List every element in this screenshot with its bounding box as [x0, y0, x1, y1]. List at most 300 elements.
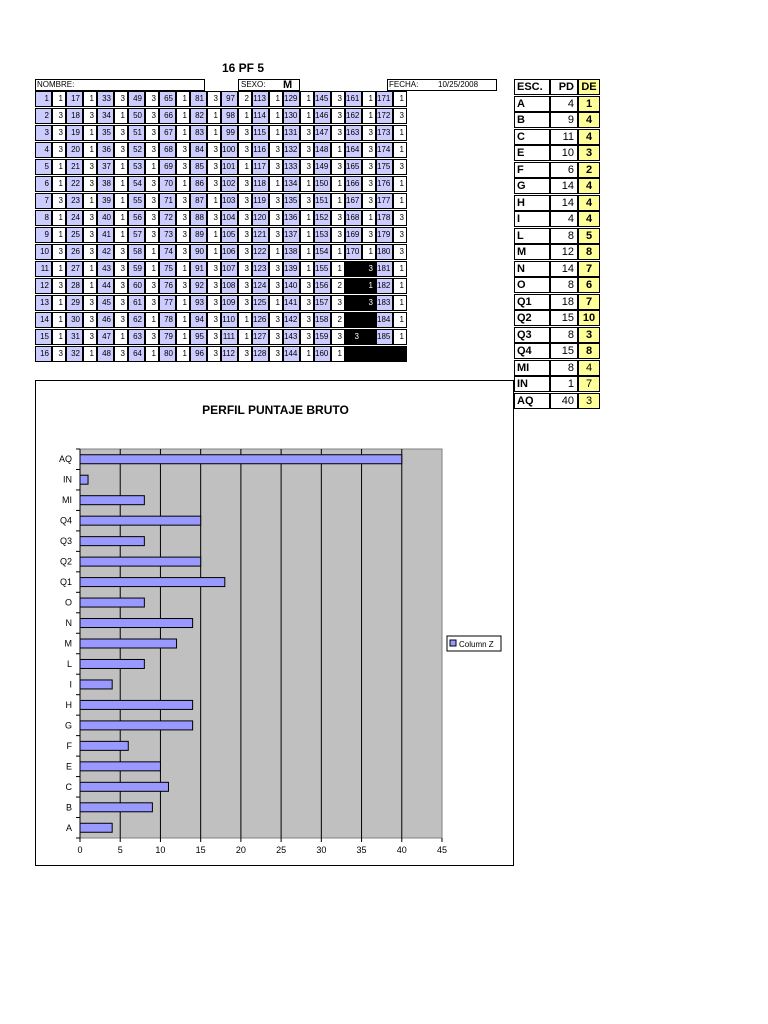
item-answer[interactable]: 2	[331, 278, 345, 294]
sexo-field[interactable]	[238, 79, 300, 91]
item-answer[interactable]: 1	[52, 329, 66, 345]
item-answer[interactable]: 3	[269, 278, 283, 294]
item-answer[interactable]: 1	[145, 312, 159, 328]
item-answer[interactable]: 1	[83, 261, 97, 277]
item-answer[interactable]: 3	[269, 227, 283, 243]
item-number: 112	[221, 346, 238, 362]
item-number: 108	[221, 278, 238, 294]
item-answer[interactable]: 3	[83, 108, 97, 124]
item-number: 153	[314, 227, 331, 243]
item-answer[interactable]: 3	[331, 295, 345, 311]
item-answer[interactable]: 3	[145, 125, 159, 141]
nombre-label: NOMBRE:	[37, 80, 75, 89]
item-number: 127	[252, 329, 269, 345]
item-answer[interactable]: 3	[52, 193, 66, 209]
item-answer[interactable]: 3	[145, 176, 159, 192]
bar	[80, 659, 144, 668]
item-answer[interactable]: 1	[393, 193, 407, 209]
item-answer[interactable]: 3	[83, 312, 97, 328]
item-answer[interactable]: 3	[207, 295, 221, 311]
item-answer[interactable]: 3	[145, 210, 159, 226]
item-answer[interactable]: 3	[238, 227, 252, 243]
item-answer[interactable]: 3	[269, 142, 283, 158]
bar	[80, 598, 144, 607]
item-number: 140	[283, 278, 300, 294]
item-answer[interactable]: 1	[331, 346, 345, 362]
item-answer[interactable]: 3	[52, 346, 66, 362]
item-number: 54	[128, 176, 145, 192]
scale-de: 4	[578, 195, 600, 211]
item-answer[interactable]: 3	[52, 142, 66, 158]
item-number: 148	[314, 142, 331, 158]
scale-de: 1	[578, 96, 600, 112]
item-answer[interactable]: 3	[269, 312, 283, 328]
item-answer[interactable]: 1	[52, 210, 66, 226]
item-number: 79	[159, 329, 176, 345]
item-answer[interactable]: 3	[362, 159, 376, 175]
item-answer[interactable]: 3	[238, 278, 252, 294]
item-answer[interactable]	[362, 346, 376, 362]
item-answer[interactable]: 3	[362, 125, 376, 141]
x-tick-label: 15	[195, 845, 206, 855]
item-answer[interactable]: 1	[145, 261, 159, 277]
item-answer[interactable]: 1	[176, 312, 190, 328]
item-answer[interactable]: 3	[269, 210, 283, 226]
item-number: 179	[376, 227, 393, 243]
item-answer[interactable]: 3	[207, 210, 221, 226]
item-answer[interactable]: 3	[331, 329, 345, 345]
item-answer[interactable]: 1	[114, 193, 128, 209]
item-answer[interactable]: 3	[114, 91, 128, 107]
item-answer[interactable]: 1	[176, 261, 190, 277]
item-number: 124	[252, 278, 269, 294]
item-answer[interactable]: 1	[393, 142, 407, 158]
item-answer[interactable]: 3	[331, 125, 345, 141]
item-answer[interactable]: 1	[269, 91, 283, 107]
item-answer[interactable]: 3	[83, 295, 97, 311]
item-answer[interactable]: 3	[176, 244, 190, 260]
item-answer[interactable]: 1	[393, 261, 407, 277]
item-answer[interactable]: 3	[238, 142, 252, 158]
item-answer[interactable]: 1	[238, 108, 252, 124]
y-tick-label: IN	[63, 474, 72, 485]
item-number: 84	[190, 142, 207, 158]
item-number: 106	[221, 244, 238, 260]
item-answer[interactable]: 1	[300, 346, 314, 362]
item-answer[interactable]: 3	[114, 278, 128, 294]
item-answer[interactable]: 3	[331, 91, 345, 107]
item-answer[interactable]: 1	[393, 295, 407, 311]
item-answer[interactable]: 3	[269, 346, 283, 362]
scale-label: F	[514, 162, 550, 178]
item-answer[interactable]: 1	[300, 210, 314, 226]
item-answer[interactable]: 1	[207, 227, 221, 243]
item-number: 174	[376, 142, 393, 158]
item-answer[interactable]: 3	[176, 227, 190, 243]
scale-pd: 6	[550, 162, 578, 178]
item-answer[interactable]: 1	[52, 312, 66, 328]
item-answer[interactable]: 3	[331, 210, 345, 226]
item-answer[interactable]: 1	[145, 159, 159, 175]
bar	[80, 762, 160, 771]
y-tick-label: L	[66, 658, 72, 669]
item-number: 45	[97, 295, 114, 311]
item-answer[interactable]: 3	[393, 210, 407, 226]
item-answer[interactable]: 3	[331, 159, 345, 175]
item-answer[interactable]: 1	[362, 244, 376, 260]
scale-label: O	[514, 277, 550, 293]
item-number: 35	[97, 125, 114, 141]
item-answer[interactable]: 3	[176, 193, 190, 209]
item-answer[interactable]: 1	[83, 142, 97, 158]
item-answer[interactable]: 3	[176, 278, 190, 294]
item-answer[interactable]: 1	[176, 91, 190, 107]
item-number: 20	[66, 142, 83, 158]
item-answer[interactable]: 3	[145, 142, 159, 158]
bar	[80, 455, 402, 464]
item-answer[interactable]: 1	[300, 108, 314, 124]
item-answer[interactable]: 3	[114, 312, 128, 328]
item-number: 47	[97, 329, 114, 345]
item-answer[interactable]: 3	[83, 159, 97, 175]
item-answer[interactable]: 3	[114, 142, 128, 158]
item-answer[interactable]: 3	[207, 261, 221, 277]
bar	[80, 537, 144, 546]
item-answer[interactable]: 1	[362, 108, 376, 124]
scale-pd: 4	[550, 211, 578, 227]
item-number: 158	[314, 312, 331, 328]
item-answer[interactable]: 3	[300, 278, 314, 294]
item-answer[interactable]: 3	[207, 176, 221, 192]
item-answer[interactable]: 3	[207, 312, 221, 328]
item-number: 156	[314, 278, 331, 294]
item-answer[interactable]: 3	[114, 261, 128, 277]
item-answer[interactable]: 1	[300, 227, 314, 243]
item-answer[interactable]: 1	[393, 329, 407, 345]
item-number: 13	[35, 295, 52, 311]
item-answer[interactable]: 3	[145, 295, 159, 311]
item-number: 125	[252, 295, 269, 311]
scale-pd: 11	[550, 129, 578, 145]
scale-de: 7	[578, 376, 600, 392]
item-number: 181	[376, 261, 393, 277]
item-number: 171	[376, 91, 393, 107]
item-number: 87	[190, 193, 207, 209]
item-answer[interactable]: 3	[300, 312, 314, 328]
item-answer[interactable]	[362, 312, 376, 328]
item-answer[interactable]: 1	[393, 278, 407, 294]
item-answer[interactable]: 1	[176, 108, 190, 124]
scores-header-cell: ESC.	[514, 79, 550, 95]
item-number: 172	[376, 108, 393, 124]
item-answer[interactable]: 1	[393, 176, 407, 192]
item-answer[interactable]: 1	[207, 244, 221, 260]
item-number: 161	[345, 91, 362, 107]
scale-pd: 15	[550, 310, 578, 326]
item-answer[interactable]: 1	[269, 244, 283, 260]
item-answer[interactable]: 1	[176, 176, 190, 192]
item-number: 51	[128, 125, 145, 141]
item-answer[interactable]: 3	[331, 108, 345, 124]
item-answer[interactable]: 3	[207, 346, 221, 362]
scale-label: N	[514, 261, 550, 277]
item-answer[interactable]	[362, 329, 376, 345]
item-answer[interactable]: 3	[207, 159, 221, 175]
item-answer[interactable]: 3	[393, 159, 407, 175]
item-answer[interactable]: 3	[145, 329, 159, 345]
sexo-label: SEXO:	[241, 80, 266, 89]
item-answer[interactable]: 1	[114, 227, 128, 243]
scale-label: B	[514, 112, 550, 128]
item-answer[interactable]: 1	[145, 346, 159, 362]
item-answer[interactable]: 1	[52, 227, 66, 243]
item-number: 131	[283, 125, 300, 141]
scale-pd: 9	[550, 112, 578, 128]
y-tick-label: E	[65, 761, 72, 772]
item-answer[interactable]: 1	[269, 295, 283, 311]
item-answer[interactable]: 3	[238, 210, 252, 226]
item-number: 85	[190, 159, 207, 175]
item-number: 134	[283, 176, 300, 192]
item-number	[345, 312, 362, 328]
item-answer[interactable]: 3	[145, 108, 159, 124]
fecha-value[interactable]: 10/25/2008	[438, 80, 479, 89]
item-answer[interactable]: 3	[393, 108, 407, 124]
item-answer[interactable]: 1	[331, 261, 345, 277]
item-answer[interactable]	[393, 346, 407, 362]
item-answer[interactable]: 1	[83, 193, 97, 209]
item-answer[interactable]: 3	[83, 176, 97, 192]
item-answer[interactable]: 3	[238, 346, 252, 362]
item-answer[interactable]: 1	[300, 261, 314, 277]
item-number: 49	[128, 91, 145, 107]
item-answer[interactable]: 1	[269, 176, 283, 192]
item-answer[interactable]: 1	[393, 312, 407, 328]
item-answer[interactable]: 1	[83, 278, 97, 294]
item-answer[interactable]: 3	[300, 193, 314, 209]
item-answer[interactable]: 3	[331, 227, 345, 243]
item-answer[interactable]: 3	[52, 278, 66, 294]
item-answer[interactable]: 1	[83, 125, 97, 141]
y-tick-label: Q3	[59, 536, 72, 547]
item-answer[interactable]: 3	[145, 193, 159, 209]
item-answer[interactable]: 3	[207, 278, 221, 294]
item-answer[interactable]: 3	[52, 108, 66, 124]
item-answer[interactable]: 3	[269, 159, 283, 175]
item-answer[interactable]: 3	[362, 227, 376, 243]
scale-de: 4	[578, 360, 600, 376]
item-answer[interactable]: 1	[331, 193, 345, 209]
item-answer[interactable]: 1	[362, 210, 376, 226]
item-number: 178	[376, 210, 393, 226]
item-answer[interactable]: 3	[300, 329, 314, 345]
scale-de: 8	[578, 244, 600, 260]
item-answer[interactable]: 1	[300, 244, 314, 260]
scale-pd: 8	[550, 228, 578, 244]
item-number: 105	[221, 227, 238, 243]
item-answer[interactable]: 3	[114, 295, 128, 311]
sexo-value[interactable]: M	[283, 79, 293, 91]
item-answer[interactable]: 1	[331, 142, 345, 158]
scale-de: 4	[578, 112, 600, 128]
item-answer[interactable]: 3	[145, 278, 159, 294]
item-answer[interactable]: 1	[52, 261, 66, 277]
scale-label: G	[514, 178, 550, 194]
item-answer[interactable]: 1	[176, 346, 190, 362]
item-answer[interactable]: 3	[83, 210, 97, 226]
item-answer[interactable]: 3	[207, 329, 221, 345]
item-answer[interactable]: 1	[114, 210, 128, 226]
item-answer[interactable]: 3	[176, 210, 190, 226]
chart-svg	[36, 381, 513, 865]
item-number: 90	[190, 244, 207, 260]
item-number: 24	[66, 210, 83, 226]
item-answer[interactable]: 1	[331, 244, 345, 260]
y-tick-label: N	[65, 618, 72, 629]
item-answer[interactable]: 1	[52, 295, 66, 311]
item-answer[interactable]: 3	[114, 244, 128, 260]
item-answer[interactable]: 3	[238, 125, 252, 141]
item-answer[interactable]: 3	[238, 193, 252, 209]
item-answer[interactable]: 3	[300, 295, 314, 311]
item-number: 144	[283, 346, 300, 362]
item-number: 63	[128, 329, 145, 345]
item-answer[interactable]: 3	[238, 176, 252, 192]
item-answer[interactable]: 3	[114, 346, 128, 362]
item-answer[interactable]: 2	[331, 312, 345, 328]
scale-label: Q3	[514, 327, 550, 343]
item-number: 37	[97, 159, 114, 175]
item-number: 110	[221, 312, 238, 328]
item-answer[interactable]: 1	[114, 159, 128, 175]
item-answer[interactable]: 1	[362, 91, 376, 107]
item-number: 126	[252, 312, 269, 328]
item-answer[interactable]: 1	[269, 125, 283, 141]
item-answer[interactable]: 3	[114, 125, 128, 141]
item-answer[interactable]: 1	[269, 108, 283, 124]
item-number: 182	[376, 278, 393, 294]
scale-de: 3	[578, 327, 600, 343]
item-number: 81	[190, 91, 207, 107]
x-tick-label: 35	[356, 845, 367, 855]
item-answer[interactable]: 3	[362, 261, 376, 277]
item-answer[interactable]: 1	[83, 91, 97, 107]
item-answer[interactable]: 3	[269, 261, 283, 277]
item-answer[interactable]: 3	[207, 91, 221, 107]
item-answer[interactable]: 1	[362, 278, 376, 294]
legend-label: Column Z	[459, 640, 494, 649]
item-answer[interactable]: 1	[114, 108, 128, 124]
item-number: 7	[35, 193, 52, 209]
item-answer[interactable]: 3	[176, 142, 190, 158]
nombre-field[interactable]	[35, 79, 205, 91]
item-answer[interactable]: 3	[238, 244, 252, 260]
item-number: 61	[128, 295, 145, 311]
item-answer[interactable]: 3	[269, 193, 283, 209]
x-tick-label: 20	[235, 845, 246, 855]
item-number: 167	[345, 193, 362, 209]
item-number: 152	[314, 210, 331, 226]
item-answer[interactable]: 1	[238, 159, 252, 175]
item-number: 175	[376, 159, 393, 175]
legend-swatch	[450, 640, 456, 646]
y-tick-label: H	[65, 699, 72, 710]
item-answer[interactable]: 1	[393, 91, 407, 107]
item-answer[interactable]: 1	[300, 91, 314, 107]
item-answer[interactable]: 3	[145, 227, 159, 243]
item-answer[interactable]: 3	[238, 261, 252, 277]
item-answer[interactable]: 1	[393, 125, 407, 141]
item-answer[interactable]: 3	[83, 227, 97, 243]
item-number: 33	[97, 91, 114, 107]
bar	[80, 619, 193, 628]
item-number: 150	[314, 176, 331, 192]
item-answer[interactable]: 1	[145, 244, 159, 260]
item-answer[interactable]: 3	[145, 91, 159, 107]
item-answer[interactable]: 3	[362, 142, 376, 158]
item-answer[interactable]: 3	[300, 159, 314, 175]
item-answer[interactable]: 1	[114, 176, 128, 192]
scale-de: 2	[578, 162, 600, 178]
item-answer[interactable]: 3	[362, 193, 376, 209]
item-answer[interactable]: 3	[362, 176, 376, 192]
item-answer[interactable]: 1	[238, 329, 252, 345]
item-number: 46	[97, 312, 114, 328]
item-number: 60	[128, 278, 145, 294]
item-number: 151	[314, 193, 331, 209]
item-answer[interactable]: 3	[269, 329, 283, 345]
item-answer[interactable]: 3	[83, 329, 97, 345]
item-answer[interactable]: 1	[52, 159, 66, 175]
item-answer[interactable]: 3	[176, 159, 190, 175]
item-answer[interactable]: 3	[300, 125, 314, 141]
item-number: 57	[128, 227, 145, 243]
item-answer[interactable]: 3	[362, 295, 376, 311]
item-answer[interactable]: 1	[52, 176, 66, 192]
item-number: 111	[221, 329, 238, 345]
item-answer[interactable]: 1	[176, 295, 190, 311]
item-answer[interactable]: 3	[300, 142, 314, 158]
item-number: 155	[314, 261, 331, 277]
item-answer[interactable]: 3	[393, 244, 407, 260]
item-answer[interactable]: 2	[238, 91, 252, 107]
item-answer[interactable]: 1	[114, 329, 128, 345]
item-answer[interactable]: 1	[176, 125, 190, 141]
item-answer[interactable]: 1	[52, 91, 66, 107]
item-number: 173	[376, 125, 393, 141]
item-answer[interactable]: 1	[238, 312, 252, 328]
item-answer[interactable]: 1	[207, 193, 221, 209]
item-number: 70	[159, 176, 176, 192]
item-answer[interactable]: 1	[207, 108, 221, 124]
item-answer[interactable]: 1	[331, 176, 345, 192]
item-number: 121	[252, 227, 269, 243]
item-answer[interactable]: 3	[238, 295, 252, 311]
item-number: 91	[190, 261, 207, 277]
item-number: 165	[345, 159, 362, 175]
item-answer[interactable]: 1	[176, 329, 190, 345]
item-number: 59	[128, 261, 145, 277]
item-answer[interactable]: 3	[52, 244, 66, 260]
item-answer[interactable]: 3	[52, 125, 66, 141]
item-answer[interactable]: 1	[83, 346, 97, 362]
item-answer[interactable]: 3	[207, 142, 221, 158]
item-answer[interactable]: 3	[393, 227, 407, 243]
item-answer[interactable]: 1	[207, 125, 221, 141]
item-answer[interactable]: 3	[83, 244, 97, 260]
item-answer[interactable]: 1	[300, 176, 314, 192]
bar	[80, 516, 201, 525]
